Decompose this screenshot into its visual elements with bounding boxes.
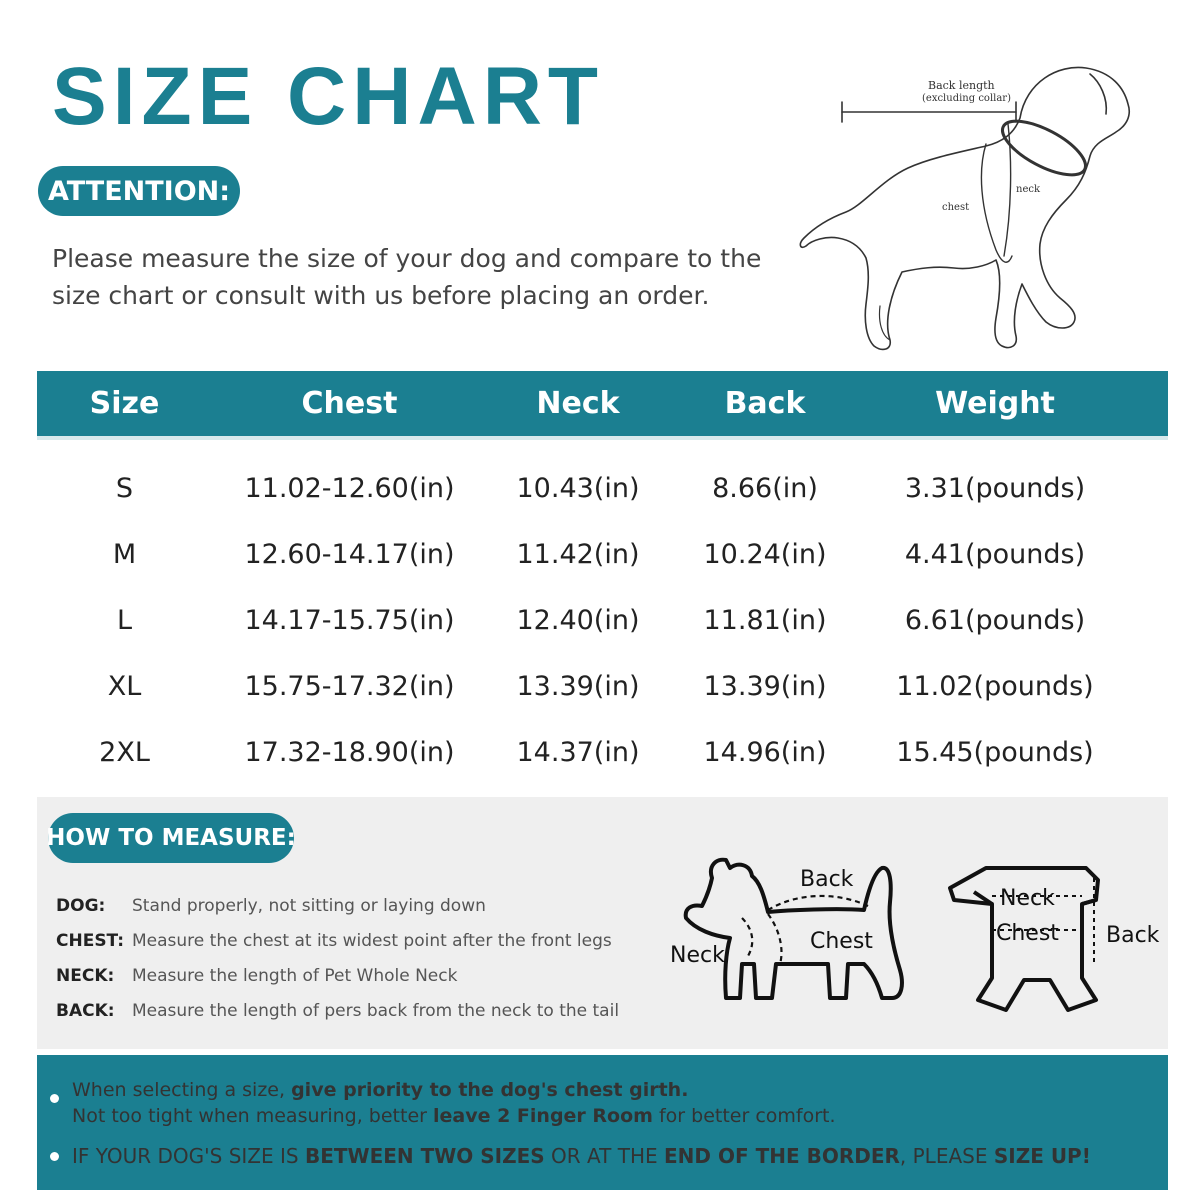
cell-back: 13.39(in) bbox=[703, 671, 827, 702]
cell-size: S bbox=[115, 473, 134, 504]
tip-line-1: When selecting a size, give priority to the dog's chest girth. bbox=[72, 1079, 689, 1101]
header-chest: Chest bbox=[301, 386, 398, 421]
chest-label: chest bbox=[942, 202, 970, 213]
cell-neck: 13.39(in) bbox=[516, 671, 640, 702]
cell-neck: 11.42(in) bbox=[516, 539, 640, 570]
cell-back: 10.24(in) bbox=[703, 539, 827, 570]
tip-line-3: IF YOUR DOG'S SIZE IS BETWEEN TWO SIZES OR AT THE END OF THE BORDER, PLEASE SIZE UP! bbox=[72, 1144, 1091, 1168]
front-neck-label: Neck bbox=[1000, 886, 1055, 911]
cell-weight: 11.02(pounds) bbox=[896, 671, 1094, 702]
cell-size: M bbox=[112, 539, 137, 570]
intro-text: Please measure the size of your dog and compare to the size chart or consult with us before placing an order. bbox=[52, 244, 762, 310]
front-back-label: Back bbox=[1106, 923, 1160, 948]
cell-neck: 12.40(in) bbox=[516, 605, 640, 636]
header-back: Back bbox=[724, 386, 806, 421]
dog-side-diagram bbox=[668, 852, 918, 1012]
side-back-label: Back bbox=[800, 867, 854, 892]
measure-term: BACK: bbox=[56, 1001, 115, 1021]
attention-badge: ATTENTION: bbox=[38, 166, 240, 216]
size-table-header bbox=[37, 371, 1168, 436]
cell-back: 8.66(in) bbox=[712, 473, 818, 504]
cell-weight: 6.61(pounds) bbox=[904, 605, 1086, 636]
back-length-label: Back length bbox=[928, 79, 995, 92]
garment-diagram bbox=[946, 860, 1166, 1020]
bullet-icon bbox=[50, 1094, 59, 1103]
side-neck-label: Neck bbox=[670, 943, 725, 968]
cell-weight: 15.45(pounds) bbox=[896, 737, 1094, 768]
cell-chest: 11.02-12.60(in) bbox=[244, 473, 455, 504]
measure-desc: Stand properly, not sitting or laying down bbox=[132, 896, 486, 916]
measure-desc: Measure the length of Pet Whole Neck bbox=[132, 966, 458, 986]
cell-weight: 4.41(pounds) bbox=[904, 539, 1086, 570]
cell-back: 11.81(in) bbox=[703, 605, 827, 636]
cell-chest: 17.32-18.90(in) bbox=[244, 737, 455, 768]
cell-size: XL bbox=[107, 671, 142, 702]
front-chest-label: Chest bbox=[996, 921, 1059, 946]
how-to-measure-badge: HOW TO MEASURE: bbox=[48, 813, 294, 863]
header-weight: Weight bbox=[935, 386, 1055, 421]
side-chest-label: Chest bbox=[810, 929, 873, 954]
tip-line-2: Not too tight when measuring, better leave 2 Finger Room for better comfort. bbox=[72, 1105, 836, 1127]
measure-term: NECK: bbox=[56, 966, 115, 986]
table-row bbox=[37, 654, 1168, 720]
back-length-sub: (excluding collar) bbox=[922, 93, 1011, 104]
cell-weight: 3.31(pounds) bbox=[904, 473, 1086, 504]
bullet-icon bbox=[50, 1152, 59, 1161]
measure-desc: Measure the chest at its widest point after the front legs bbox=[132, 931, 612, 951]
header-neck: Neck bbox=[536, 386, 620, 421]
cell-chest: 15.75-17.32(in) bbox=[244, 671, 455, 702]
dog-measure-diagram bbox=[790, 60, 1150, 360]
size-table-body bbox=[37, 456, 1168, 786]
neck-label: neck bbox=[1016, 184, 1041, 195]
table-row bbox=[37, 588, 1168, 654]
cell-chest: 12.60-14.17(in) bbox=[244, 539, 455, 570]
cell-size: L bbox=[116, 605, 133, 636]
table-row bbox=[37, 522, 1168, 588]
cell-neck: 10.43(in) bbox=[516, 473, 640, 504]
table-row bbox=[37, 720, 1168, 786]
cell-size: 2XL bbox=[99, 737, 150, 768]
cell-back: 14.96(in) bbox=[703, 737, 827, 768]
table-row bbox=[37, 456, 1168, 522]
page-title: SIZE CHART bbox=[52, 51, 604, 142]
measure-term: CHEST: bbox=[56, 931, 125, 951]
header-size: Size bbox=[89, 386, 160, 421]
measure-desc: Measure the length of pers back from the neck to the tail bbox=[132, 1001, 620, 1021]
cell-chest: 14.17-15.75(in) bbox=[244, 605, 455, 636]
measure-term: DOG: bbox=[56, 896, 106, 916]
cell-neck: 14.37(in) bbox=[516, 737, 640, 768]
